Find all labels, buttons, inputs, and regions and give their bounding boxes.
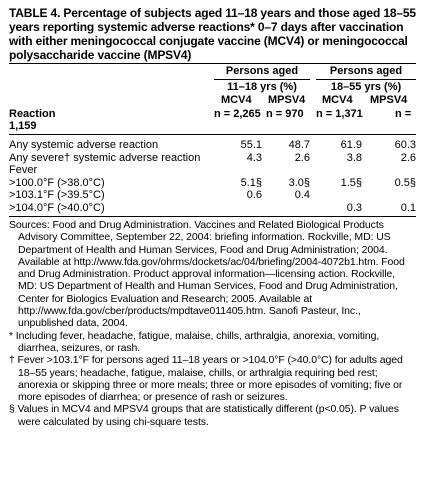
column-header-mcv4-adult: MCV4 (322, 94, 353, 106)
row-label: >104.0°F (>40.0°C) (9, 201, 105, 214)
n-label-mpsv4-teen: n = 970 (266, 108, 304, 120)
n-label-overflow: 1,159 (9, 120, 37, 132)
data-table-body (9, 139, 416, 214)
table-title: TABLE 4. Percentage of subjects aged 11–18 years and those aged 18–55 years reporting systemic adverse reactions* 0–7 days after vaccination with either meningococcal conjugate vaccine (MCV4) or meningococcal polysaccharide vaccine (MPSV4) (9, 6, 416, 62)
reaction-column-header: Reaction (9, 108, 56, 120)
column-header-mpsv4-adult: MPSV4 (370, 94, 408, 106)
table-row (9, 139, 416, 152)
row-value: 0.5§ (394, 176, 416, 189)
data-table (9, 139, 416, 214)
table-bottom-rule (9, 216, 416, 217)
column-header-block (9, 94, 416, 132)
n-label-mcv4-adult: n = 1,371 (316, 108, 363, 120)
row-value (310, 164, 362, 177)
row-value (214, 164, 262, 177)
row-value (214, 202, 262, 215)
row-value: 1.5§ (340, 176, 362, 189)
row-value (262, 202, 310, 215)
table-row (9, 202, 416, 215)
footnote-dagger: † Fever >103.1°F for persons aged 11–18 years or >104.0°F (>40.0°C) for adults aged 18–55 years; headache, fatigue, malaise, chills, or arthralgia requiring bed rest; anorexia or skipping three or more meals; three or more episodes of vomiting; five or more episodes of diarrhea; or presence of rash or seizures. (9, 354, 403, 404)
group-header-row (9, 64, 416, 94)
table-row (9, 152, 416, 165)
row-value (262, 164, 310, 177)
row-label: Any severe† systemic adverse reaction (9, 151, 201, 164)
row-value: 4.3 (246, 151, 262, 164)
row-label: >100.0°F (>38.0°C) (9, 176, 105, 189)
group-head-label: Persons aged (316, 65, 416, 80)
group-sub-label: 18–55 yrs (%) (330, 81, 402, 93)
table-row (9, 164, 416, 177)
n-label-mpsv4-adult: n = (395, 108, 412, 120)
row-label: >103.1°F (>39.5°C) (9, 189, 105, 201)
table-row (9, 189, 416, 202)
footnote-section: § Values in MCV4 and MPSV4 groups that are statistically different (p<0.05). P values were calculated by using chi-square tests. (9, 403, 399, 428)
group-sub-label: 11–18 yrs (%) (227, 81, 297, 93)
group-header-11-18 (214, 65, 310, 94)
row-value: 2.6 (400, 151, 416, 164)
row-value (310, 189, 362, 202)
header-rule (9, 134, 416, 135)
footnote-asterisk: * Including fever, headache, fatigue, malaise, chills, arthralgia, anorexia, vomiting, diarrhea, seizures, or rash. (9, 329, 380, 354)
row-value: 0.3 (346, 201, 362, 214)
row-value: 55.1 (240, 139, 262, 151)
row-value: 0.4 (294, 189, 310, 201)
row-value: 3.0§ (288, 176, 310, 189)
column-header-mcv4-teen: MCV4 (221, 94, 252, 106)
row-value: 61.9 (340, 139, 362, 151)
row-value: 48.7 (288, 139, 310, 151)
row-value: 2.6 (294, 151, 310, 164)
row-value: 60.3 (394, 139, 416, 151)
row-value: 0.6 (246, 189, 262, 201)
table-notes (9, 219, 416, 428)
group-header-18-55 (316, 65, 416, 94)
group-head-label: Persons aged (214, 65, 310, 80)
sources-note: Sources: Food and Drug Administration. Vaccines and Related Biological Products Advisory Committee, September 22, 2004: briefing information. Rockville, MD: US Department of Health and Human Services, Food and Drug Administration; 2004. Available at http://www.fda.gov/ohrms/dockets/ac/04/briefing/2004-4072b1.htm. Food and Drug Administration. Product approval information—licensing action. Rockville, MD: US Department of Health and Human Services, Food and Drug Administration, Center for Biologics Evaluation and Research; 2005. Available at http://www.fda.gov/cber/products/mpdtave011405.htm. Sanofi Pasteur, Inc., unpublished data, 2004. (9, 219, 405, 330)
row-label: Any systemic adverse reaction (9, 139, 159, 151)
row-value: 5.1§ (240, 176, 262, 189)
row-value (362, 164, 416, 177)
row-label: Fever (9, 164, 38, 176)
row-value (362, 189, 416, 202)
n-label-mcv4-teen: n = 2,265 (214, 108, 261, 120)
column-header-mpsv4-teen: MPSV4 (268, 94, 306, 106)
table-row (9, 177, 416, 190)
row-value: 0.1 (400, 201, 416, 214)
row-value: 3.8 (346, 151, 362, 164)
